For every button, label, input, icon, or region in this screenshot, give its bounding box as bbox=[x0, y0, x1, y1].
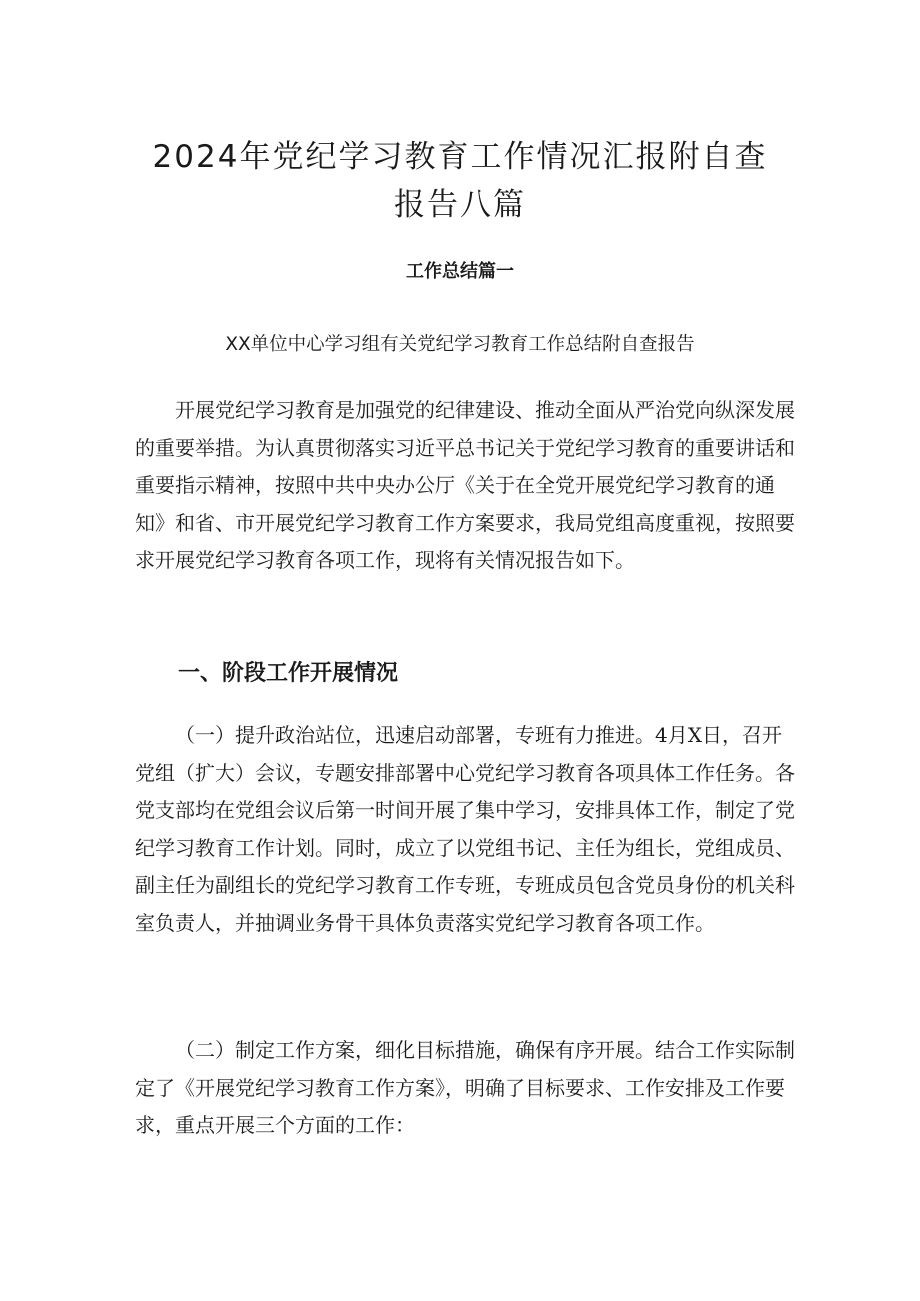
document-title bbox=[0, 133, 920, 229]
title-line-2: 报告八篇 bbox=[394, 186, 526, 223]
title-line-1: 2024年党纪学习教育工作情况汇报附自查 bbox=[152, 138, 768, 175]
body-paragraph-1 bbox=[135, 717, 795, 942]
section-label: 工作总结篇一 bbox=[406, 261, 514, 282]
section-heading: 一、阶段工作开展情况 bbox=[178, 661, 399, 686]
body-paragraph-2-text: （二）制定工作方案，细化目标措施，确保有序开展。结合工作实际制定了《开展党纪学习教育工作方案》，明确了目标要求、工作安排及工作要求，重点开展三个方面的工作： bbox=[135, 1038, 795, 1137]
intro-paragraph-text: 开展党纪学习教育是加强党的纪律建设、推动全面从严治党向纵深发展的重要举措。为认真贯彻落实习近平总书记关于党纪学习教育的重要讲话和重要指示精神，按照中共中央办公厅《关于在全党开展党纪学习教育的通知》和省、市开展党纪学习教育工作方案要求，我局党组高度重视，按照要求开展党纪学习教育各项工作，现将有关情况报告如下。 bbox=[135, 398, 795, 572]
body-paragraph-1-text: （一）提升政治站位，迅速启动部署，专班有力推进。4月X日，召开党组（扩大）会议，专题安排部署中心党纪学习教育各项具体工作任务。各党支部均在党组会议后第一时间开展了集中学习，安排具体工作，制定了党纪学习教育工作计划。同时，成立了以党组书记、主任为组长，党组成员、副主任为副组长的党纪学习教育工作专班，专班成员包含党员身份的机关科室负责人，并抽调业务骨干具体负责落实党纪学习教育各项工作。 bbox=[135, 723, 795, 935]
body-paragraph-2 bbox=[135, 1032, 795, 1145]
report-subtitle: XX单位中心学习组有关党纪学习教育工作总结附自查报告 bbox=[225, 334, 695, 355]
intro-paragraph bbox=[135, 392, 795, 580]
